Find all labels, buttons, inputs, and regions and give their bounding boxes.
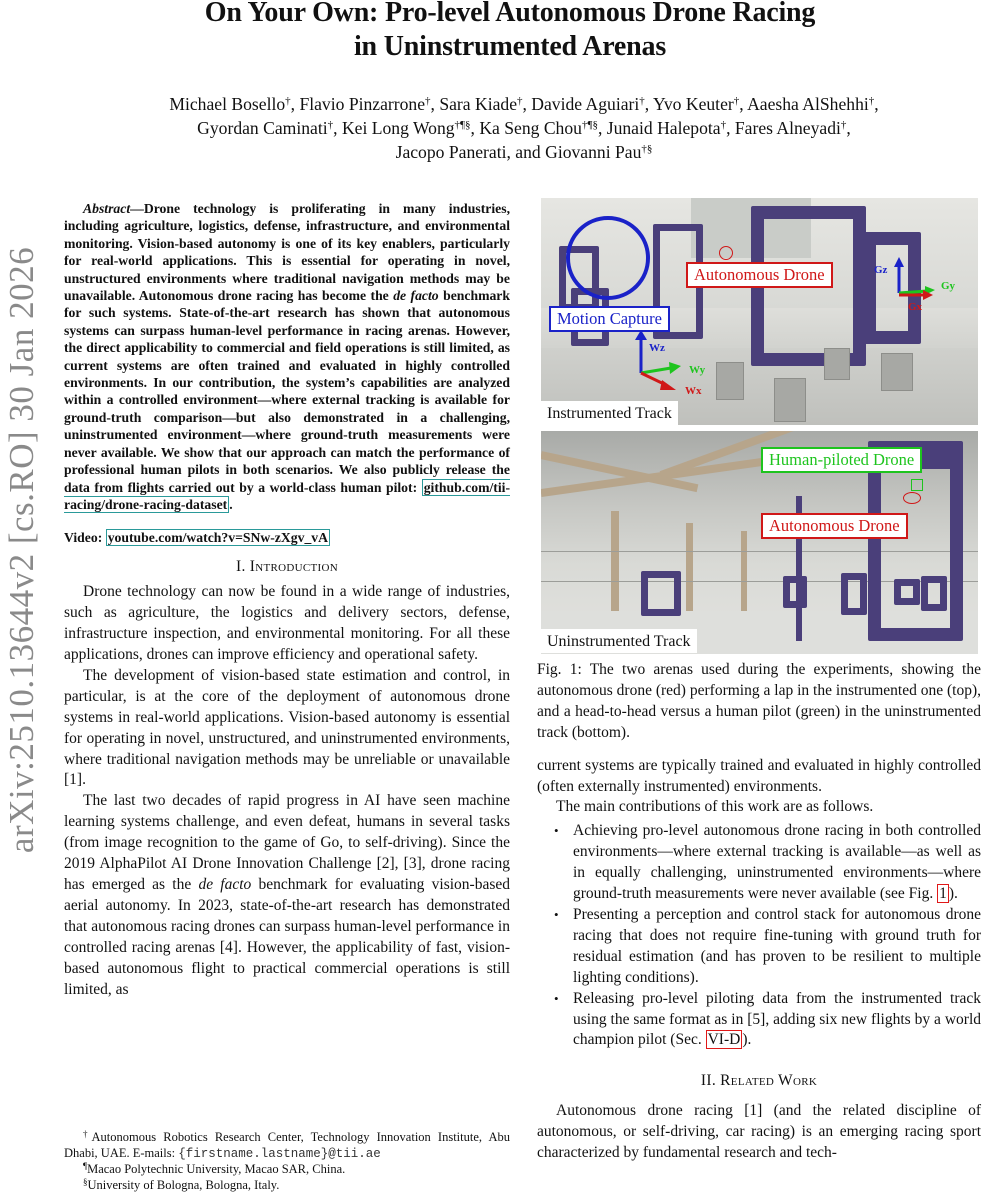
- arxiv-id-text: arXiv:2510.13644v2 [cs.RO] 30 Jan 2026: [2, 246, 41, 854]
- section-ref-link[interactable]: VI-D: [707, 1031, 741, 1049]
- left-column: [64, 200, 510, 1000]
- gate: [841, 573, 867, 615]
- author: Fares Alneyadi†: [734, 118, 847, 138]
- paper-title: [60, 0, 960, 64]
- author: Gyordan Caminati†: [197, 118, 334, 138]
- introduction-body: [64, 582, 510, 1000]
- right-column-body: [537, 756, 981, 1164]
- gate-y-label: Gy: [941, 280, 956, 292]
- gate-z-label: Gz: [874, 264, 888, 276]
- gate-base: [881, 353, 913, 391]
- video-label: Video:: [64, 530, 106, 546]
- footnote-affiliation-bologna: §University of Bologna, Bologna, Italy.: [83, 1176, 280, 1192]
- human-drone-marker: [911, 479, 923, 491]
- autonomous-drone-label: Autonomous Drone: [686, 262, 833, 288]
- paragraph-continuation: current systems are typically trained and evaluated in highly controlled (often externally instrumented) environments.: [537, 756, 981, 795]
- footnote-affiliation-macao: ¶Macao Polytechnic University, Macao SAR, China.: [83, 1161, 346, 1177]
- contribution-item: • Presenting a perception and control stack for autonomous drone racing that does not require fine-tuning with ground truth for residual estimation (and has proven to be resilient to multiple lighting conditions).: [537, 905, 981, 989]
- gate: [783, 576, 807, 608]
- figure-instrumented-track-photo: [541, 198, 978, 425]
- human-piloted-drone-label: Human-piloted Drone: [761, 447, 922, 473]
- title-line-2: in Uninstrumented Arenas: [353, 31, 667, 62]
- world-y-label: Wy: [689, 364, 706, 376]
- figure-uninstrumented-track-photo: [541, 431, 978, 654]
- gate-base: [716, 362, 744, 400]
- figure-ref-link[interactable]: 1: [939, 885, 947, 903]
- abstract-label: Abstract: [83, 201, 131, 216]
- dataset-link[interactable]: github.com/tii-racing/drone-racing-dataset: [64, 479, 510, 512]
- column: [741, 531, 747, 611]
- gate-base: [824, 348, 850, 380]
- contribution-item: • Achieving pro-level autonomous drone racing in both controlled environments—where external tracking is available—as well as in equally challenging, uninstrumented environments—where ground-truth measurements were never available (see Fig. 1 ).: [537, 821, 981, 905]
- abstract-text: Drone technology is proliferating in many industries, including agriculture, logistics, defense, infrastructure, and environmental monitoring. Vision-based autonomy is one of its key enablers, particularly for real-world applications. This is essential for operating in novel, unstructured environments where traditional navigation methods may be unavailable. Autonomous drone racing has become the: [64, 201, 510, 304]
- gate: [641, 571, 681, 616]
- arxiv-identifier-stamp: [2, 190, 42, 910]
- author: Jacopo Panerati: [395, 142, 507, 162]
- motion-capture-label: Motion Capture: [549, 306, 670, 332]
- email-pattern: {firstname.lastname}@tii.ae: [178, 1146, 381, 1161]
- figure-1-caption: Fig. 1: The two arenas used during the experiments, showing the autonomous drone (red) performing a lap in the instrumented one (top), and a head-to-head versus a human pilot (green) in the uninstrumented track (bottom).: [537, 661, 981, 741]
- author: Ka Seng Chou†¶§: [479, 118, 598, 138]
- author: Kei Long Wong†¶§: [341, 118, 471, 138]
- author: Davide Aguiari†: [531, 94, 645, 114]
- autonomous-drone-marker: [719, 246, 733, 260]
- column: [611, 511, 619, 611]
- related-work-paragraph: Autonomous drone racing [1] (and the related discipline of autonomous, or self-driving, car racing) is an emerging racing sport characterized by fundamental research and tech-: [537, 1102, 981, 1162]
- footnote-affiliation-tii: †Autonomous Robotics Research Center, Technology Innovation Institute, Abu Dhabi, UAE. E-mails: {firstname.lastname}@tii.ae: [64, 1129, 511, 1161]
- section-heading-related-work: II. Related Work: [700, 1072, 818, 1090]
- gate-base: [774, 378, 806, 422]
- video-link[interactable]: youtube.com/watch?v=SNw-zXgv_vA: [107, 530, 329, 546]
- uninstrumented-track-label: Uninstrumented Track: [541, 629, 697, 653]
- author: Yvo Keuter†: [652, 94, 740, 114]
- author: Junaid Halepota†: [606, 118, 727, 138]
- author: Giovanni Pau†§: [545, 142, 653, 162]
- contributions-intro: The main contributions of this work are as follows.: [556, 798, 874, 816]
- paragraph: Drone technology can now be found in a wide range of industries, such as agriculture, the logistics and delivery sectors, defense, infrastructure inspection, and environmental monitoring. For all these applications, drones can improve efficiency and operational safety.: [64, 583, 510, 664]
- footnotes: [64, 1130, 510, 1193]
- author: Sara Kiade†: [439, 94, 523, 114]
- autonomous-drone-marker: [903, 492, 921, 504]
- motion-capture-circle: [566, 216, 650, 300]
- title-line-1: On Your Own: Pro-level Autonomous Drone Racing: [204, 0, 816, 28]
- paragraph: The development of vision-based state estimation and control, in particular, is at the core of the deployment of autonomous drone systems in real-world applications. Vision-based autonomy is essential for operating in novel, unstructured, and uninstrumented environments, where traditional navigation methods may be unreliable or unavailable [1].: [64, 666, 510, 789]
- instrumented-track-label: Instrumented Track: [541, 401, 678, 425]
- section-heading-introduction: I. Introduction: [235, 558, 338, 576]
- contribution-item: • Releasing pro-level piloting data from the instrumented track using the same format as in [5], adding six new flights by a world champion pilot (Sec. VI-D ).: [537, 989, 981, 1052]
- contributions-list: [537, 821, 981, 1051]
- paragraph: The last two decades of rapid progress in AI have seen machine learning systems challenge, and even defeat, humans in several tasks (from image recognition to the game of Go, to self-driving). Since the 2019 AlphaPilot AI Drone Innovation Challenge [2], [3], drone racing has emerged as the de facto benchmark for evaluating vision-based aerial autonomy. In 2023, state-of-the-art research has demonstrated that autonomous racing drones can surpass human-level performance in controlled racing arenas [4]. However, the applicability of fast, vision-based autonomous flight to practical commercial operations is still limited, as: [64, 792, 510, 998]
- author: Flavio Pinzarrone†: [299, 94, 431, 114]
- video-line: [64, 529, 510, 546]
- gate-x-label: Gx: [908, 301, 923, 313]
- autonomous-drone-label-bottom: Autonomous Drone: [761, 513, 908, 539]
- author: Aaesha AlShehhi†: [747, 94, 875, 114]
- world-z-label: Wz: [649, 342, 665, 354]
- author: Michael Bosello†: [169, 94, 291, 114]
- world-x-label: Wx: [685, 385, 702, 397]
- abstract: Abstract—Drone technology is proliferating in many industries, including agriculture, logistics, defense, infrastructure, and environmental monitoring. Vision-based autonomy is one of its key enablers, particularly for real-world applications. This is essential for operating in novel, unstructured environments where traditional navigation methods may be unavailable. Autonomous drone racing has become the de facto benchmark for such systems. State-of-the-art research has shown that autonomous systems can surpass human-level performance in racing arenas. However, the direct applicability to commercial and field operations is still limited, as current systems are often trained and evaluated in highly controlled environments. In our contribution, the system’s capabilities are analyzed within a controlled environment—where external tracking is available for ground-truth comparison—but also demonstrated in a challenging, uninstrumented environment—where ground-truth measurements were never available. We show that our approach can match the performance of professional human pilots in both scenarios. We also publicly release the data from flights carried out by a world-class human pilot: github.com/tii-racing/drone-racing-dataset .: [64, 201, 510, 512]
- author-list: Michael Bosello†, Flavio Pinzarrone†, Sara Kiade†, Davide Aguiari†, Yvo Keuter†, Aaesha AlShehhi†, Gyordan Caminati†, Kei Long Wong†¶§, Ka Seng Chou†¶§, Junaid Halepota†, Fares Alneyadi†, Jacopo Panerati, and Giovanni Pau†§: [169, 94, 879, 162]
- right-column: [537, 198, 981, 1164]
- column: [686, 523, 693, 613]
